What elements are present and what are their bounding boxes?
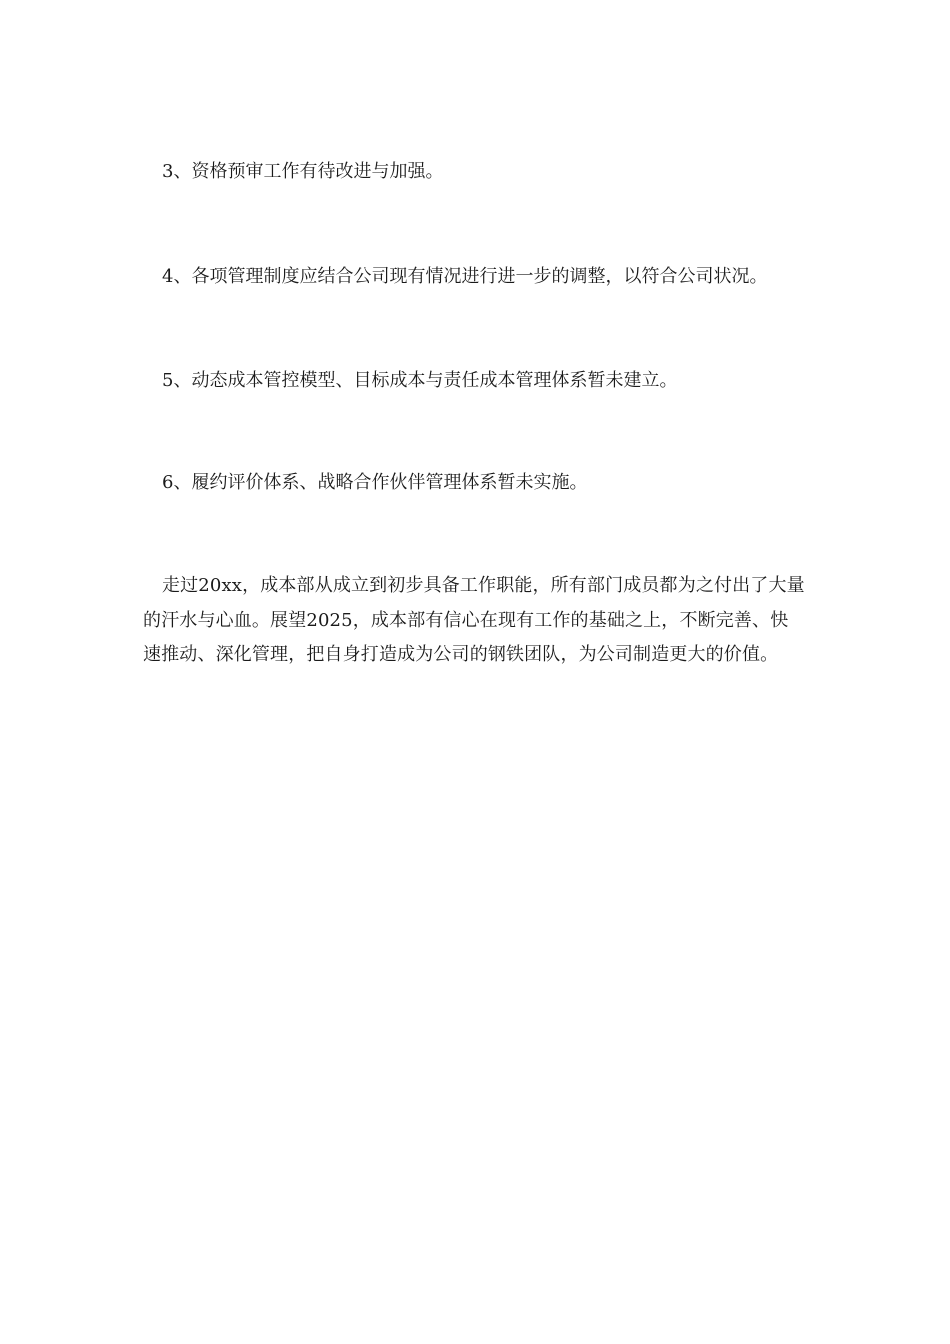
list-item-6: 6、履约评价体系、战略合作伙伴管理体系暂未实施。 — [162, 472, 588, 493]
list-item-5: 5、动态成本管控模型、目标成本与责任成本管理体系暂未建立。 — [162, 370, 678, 391]
closing-paragraph: 走过20xx，成本部从成立到初步具备工作职能，所有部门成员都为之付出了大量的汗水与心血。展望2025，成本部有信心在现有工作的基础之上，不断完善、快速推动、深化管理，把自身打造成为公司的钢铁团队，为公司制造更大的价值。 — [143, 575, 805, 665]
list-item-3: 3、资格预审工作有待改进与加强。 — [162, 161, 444, 182]
list-item-4: 4、各项管理制度应结合公司现有情况进行进一步的调整，以符合公司状况。 — [162, 266, 768, 287]
